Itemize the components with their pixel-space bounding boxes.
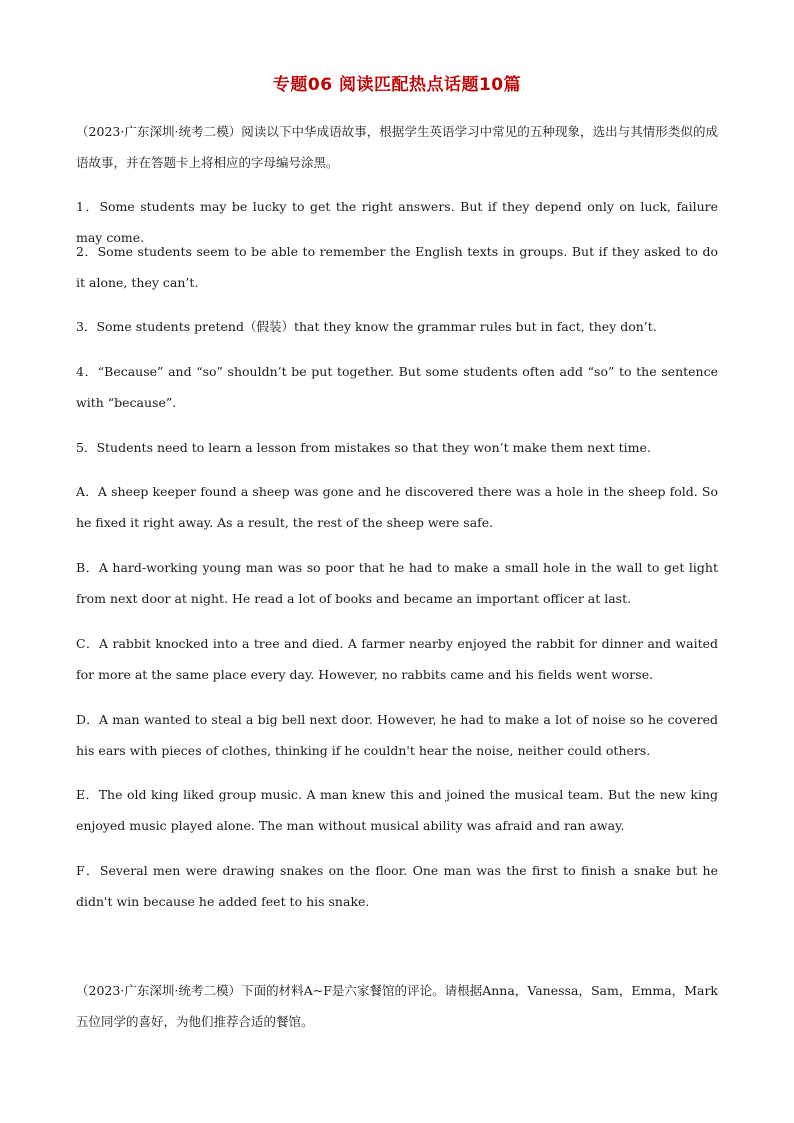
question-3: 3．Some students pretend（假装）that they know the grammar rules but in fact, they don’t. <box>76 319 657 334</box>
document-title: 专题06 阅读匹配热点话题10篇 <box>272 75 522 95</box>
option-b: B．A hard-working young man was so poor that he had to make a small hole in the wall to get light from next door at night. He read a lot of books and became an important officer at last. <box>76 560 718 606</box>
question-2: 2．Some students seem to be able to remember the English texts in groups. But if they asked to do it alone, they can’t. <box>76 244 718 290</box>
question-4: 4．“Because” and “so” shouldn’t be put together. But some students often add “so” to the sentence with “because”. <box>76 364 718 410</box>
option-f: F．Several men were drawing snakes on the floor. One man was the first to finish a snake but he didn't win because he added feet to his snake. <box>76 863 718 909</box>
question-1: 1．Some students may be lucky to get the right answers. But if they depend only on luck, failure may come. <box>76 199 718 245</box>
option-c: C．A rabbit knocked into a tree and died. A farmer nearby enjoyed the rabbit for dinner and waited for more at the same place every day. However, no rabbits came and his fields went worse. <box>76 636 718 682</box>
option-a: A．A sheep keeper found a sheep was gone and he discovered there was a hole in the sheep fold. So he fixed it right away. As a result, the rest of the sheep were safe. <box>76 484 718 530</box>
section1-intro: （2023·广东深圳·统考二模）阅读以下中华成语故事，根据学生英语学习中常见的五种现象，选出与其情形类似的成语故事，并在答题卡上将相应的字母编号涂黑。 <box>76 124 718 170</box>
section2-intro: （2023·广东深圳·统考二模）下面的材料A~F是六家餐馆的评论。请根据Anna，Vanessa，Sam，Emma，Mark五位同学的喜好，为他们推荐合适的餐馆。 <box>76 983 718 1029</box>
option-d: D．A man wanted to steal a big bell next door. However, he had to make a lot of noise so he covered his ears with pieces of clothes, thinking if he couldn't hear the noise, neither could others. <box>76 712 718 758</box>
option-e: E．The old king liked group music. A man knew this and joined the musical team. But the new king enjoyed music played alone. The man without musical ability was afraid and ran away. <box>76 787 718 833</box>
question-5: 5．Students need to learn a lesson from mistakes so that they won’t make them next time. <box>76 440 651 455</box>
